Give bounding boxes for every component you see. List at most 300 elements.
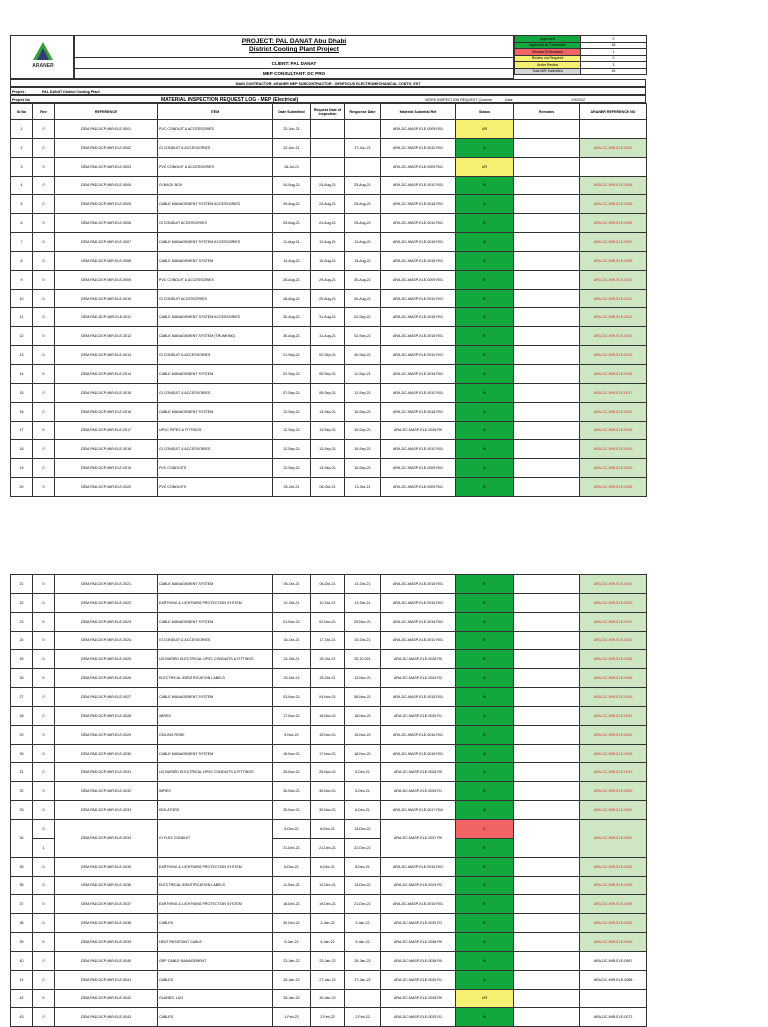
date-submitted-cell: 25-Nov-21 (273, 763, 311, 782)
remarks-cell (514, 819, 580, 857)
request-date-cell: 10-Oct-21 (311, 593, 345, 612)
date-submitted-cell: 12-Sep-21 (273, 440, 311, 459)
sr-no-cell: 20 (11, 478, 33, 497)
date-submitted-cell: 9-Nov-21 (273, 725, 311, 744)
item-cell: CABLE MANAGEMENT SYSTEM (158, 744, 273, 763)
sr-no-cell: 36 (11, 876, 33, 895)
status-badge: C (456, 819, 514, 838)
material-ref-cell: ARA-DC-MASP-ELE-0015 R01 (381, 857, 456, 876)
sr-no-cell: 17 (11, 421, 33, 440)
table-row (11, 346, 647, 365)
rev-cell: 0 (33, 270, 55, 289)
request-date-cell: 30-Nov-21 (311, 801, 345, 820)
table-row (11, 688, 647, 707)
response-date-cell: 13-Dec-21 (345, 819, 381, 838)
item-cell: UG BURIED ELECTRICAL UPVC CONDUITS & FITTINGS (158, 650, 273, 669)
request-date-cell: 27-Jan-22 (311, 970, 345, 989)
response-date-cell: 20-Nov-21 (345, 612, 381, 631)
material-ref-cell: ARA-DC-MASP-ELE-0018 R01 (381, 688, 456, 707)
response-date-cell: 02-Sep-21 (345, 327, 381, 346)
table-row (11, 669, 647, 688)
material-ref-cell: ARA-DC-MASP-ELE-0010 R01 (381, 383, 456, 402)
date-submitted-cell: 30-Aug-21 (273, 327, 311, 346)
column-header: Response Date (345, 104, 381, 120)
rev-cell: 0 (33, 1008, 55, 1027)
araner-ref-cell: ARA-DC-MIR-ELE-0038 (580, 669, 647, 688)
item-cell: GI CONDUIT & ACCESSORIES (158, 440, 273, 459)
request-date-cell: 23-Jan-22 (311, 951, 345, 970)
project-no-line (10, 95, 646, 103)
item-cell: EARTHING & LIGHTNING PROTECTION SYSTEM (158, 593, 273, 612)
remarks-cell (514, 195, 580, 214)
rev-cell: 0 (33, 744, 55, 763)
sr-no-cell: 35 (11, 857, 33, 876)
rev-cell: 0 (33, 782, 55, 801)
response-date-cell: 18-Nov-21 (345, 744, 381, 763)
material-ref-cell: ARA-DC-MASP-ELE-0010 R01 (381, 346, 456, 365)
remarks-cell (514, 933, 580, 952)
response-date-cell: 28-Jan-22 (345, 951, 381, 970)
remarks-cell (514, 308, 580, 327)
reference-cell: GEM-PAD-DCP-MIR-ELE-0019 (55, 459, 158, 478)
table-row (11, 440, 647, 459)
item-cell: HEAT RESISTANT CABLE (158, 933, 273, 952)
remarks-cell (514, 421, 580, 440)
status-badge: B (456, 270, 514, 289)
araner-ref-cell: ARA-DC-MIR-ELE-0007 (580, 233, 647, 252)
material-ref-cell: ARA-DC-MASP-ELE-0025 R1 (381, 706, 456, 725)
response-date-cell: 30-Aug-21 (345, 270, 381, 289)
status-badge: B (456, 346, 514, 365)
summary-value: 0 (581, 36, 647, 43)
item-cell: GI CONDUIT ACCESSORIES (158, 214, 273, 233)
rev-cell: 0 (33, 459, 55, 478)
work-label: WORK INSPECTION REQUEST (Comme (425, 98, 493, 102)
date-submitted-cell: 22-Jun-21 (273, 138, 311, 157)
reference-cell: GEM-PAD-DCP-MIR-ELE-0033 (55, 801, 158, 820)
response-date-cell (345, 989, 381, 1008)
material-ref-cell: ARA-DC-MASP-ELE-0010 R01 (381, 440, 456, 459)
request-date-cell: 2-Feb-22 (311, 1008, 345, 1027)
item-cell: GI BACK BOX (158, 176, 273, 195)
table-row (11, 819, 647, 838)
date-submitted-cell: 09-Aug-21 (273, 195, 311, 214)
reference-cell: GEM-PAD-DCP-MIR-ELE-0017 (55, 421, 158, 440)
remarks-cell (514, 857, 580, 876)
sr-no-cell: 19 (11, 459, 33, 478)
response-date-cell: 20-Oct-21 (345, 631, 381, 650)
item-cell: GI CONDUIT ACCESSORIES (158, 289, 273, 308)
material-ref-cell: ARA-DC-MASP-ELE-0018 R01 (381, 575, 456, 594)
item-cell: GI CONDUIT & ACCESSORIES (158, 383, 273, 402)
request-date-cell: 18-Nov-21 (311, 706, 345, 725)
date-submitted-cell: 18-Dec-21 (273, 895, 311, 914)
material-ref-cell: ARA-DC-MASP-ELE-0018 R01 (381, 327, 456, 346)
status-badge: B (456, 233, 514, 252)
request-date-cell: 24-Aug-21 (311, 176, 345, 195)
summary-value: 3 (581, 62, 647, 69)
rev-cell: 0 (33, 914, 55, 933)
sr-no-cell: 30 (11, 744, 33, 763)
sr-no-cell: 23 (11, 612, 33, 631)
table-row (11, 782, 647, 801)
item-cell: PVC CONDUITS (158, 459, 273, 478)
material-ref-cell: ARA-DC-MASP-ELE-0025 R1 (381, 970, 456, 989)
material-ref-cell: ARA-DC-MASP-ELE-0025 R1 (381, 914, 456, 933)
date-submitted-cell: 24-Oct-21 (273, 650, 311, 669)
remarks-cell (514, 970, 580, 989)
remarks-cell (514, 459, 580, 478)
reference-cell: GEM-PAD-DCP-MIR-ELE-0029 (55, 725, 158, 744)
araner-ref-cell: ARA-DC-MIR-ELE-0016 (580, 364, 647, 383)
request-date-cell: 30-Jan-22 (311, 989, 345, 1008)
table-row (11, 706, 647, 725)
rev-cell: 0 (33, 933, 55, 952)
reference-cell: GEM-PAD-DCP-MIR-ELE-0026 (55, 669, 158, 688)
reference-cell: GEM-PAD-DCP-MIR-ELE-0009 (55, 270, 158, 289)
request-date-cell: 29-Aug-21 (311, 270, 345, 289)
araner-ref-cell: ARA-DC-MIR-ELE-0053 (580, 857, 647, 876)
date-submitted-cell: 5-Dec-21 (273, 819, 311, 838)
project-value: PAL DANAT District Cooling Plant (42, 90, 100, 94)
sr-no-cell: 15 (11, 383, 33, 402)
remarks-cell (514, 402, 580, 421)
araner-ref-cell: ARA-DC-MIR-ELE-0013 (580, 308, 647, 327)
sr-no-cell: 38 (11, 914, 33, 933)
araner-ref-cell: ARA-DC-MIR-ELE-0059 (580, 895, 647, 914)
material-ref-cell: ARA-DC-MASP-ELE-0010 R01 (381, 176, 456, 195)
date-submitted-cell: 09-Aug-21 (273, 214, 311, 233)
araner-ref-cell: ARA-DC-MIR-ELE-0039 (580, 688, 647, 707)
remarks-cell (514, 914, 580, 933)
araner-ref-cell: ARA-DC-MIR-ELE-0044 (580, 744, 647, 763)
item-cell: EARTHING & LIGHTNING PROTECTION SYSTEM (158, 857, 273, 876)
column-header: Remarks (514, 104, 580, 120)
rev-cell: 0 (33, 857, 55, 876)
material-ref-cell: ARA-DC-MASP-ELE-0037 R0 (381, 819, 456, 857)
remarks-cell (514, 176, 580, 195)
araner-ref-cell: ARA-DC-MIR-ELE-0002 (580, 138, 647, 157)
rev-cell: 0 (33, 612, 55, 631)
sr-no-cell: 31 (11, 763, 33, 782)
material-ref-cell: ARA-DC-MASP-ELE-0028 R0 (381, 989, 456, 1008)
sr-no-cell: 4 (11, 176, 33, 195)
response-date-cell: 13-Oct-21 (345, 593, 381, 612)
material-ref-cell: ARA-DC-MASP-ELE-0038 R0 (381, 933, 456, 952)
reference-cell: GEM-PAD-DCP-MIR-ELE-0043 (55, 1008, 158, 1027)
material-ref-cell: ARA-DC-MASP-ELE-0018 R01 (381, 364, 456, 383)
remarks-cell (514, 346, 580, 365)
sr-no-cell: 41 (11, 970, 33, 989)
date-submitted-cell: 30-Dec-21 (273, 914, 311, 933)
status-badge: B (456, 308, 514, 327)
remarks-cell (514, 669, 580, 688)
rev-cell: 0 (33, 214, 55, 233)
date-submitted-cell: 12-Sep-21 (273, 402, 311, 421)
response-date-cell: 13-Aug-21 (345, 233, 381, 252)
column-header-row (11, 104, 647, 120)
date-submitted-cell: 01-Nov-21 (273, 612, 311, 631)
material-ref-cell: ARA-DC-MASP-ELE-0018 R01 (381, 612, 456, 631)
table-row (11, 593, 647, 612)
rev-cell: 0 (33, 688, 55, 707)
status-badge: B (456, 575, 514, 594)
sr-no-cell: 1 (11, 120, 33, 139)
column-header: Request Date of Inspection (311, 104, 345, 120)
sr-no-cell: 18 (11, 440, 33, 459)
project-no-label: Project No (12, 98, 30, 102)
request-date-cell: 13-Sep-21 (311, 440, 345, 459)
sr-no-cell: 24 (11, 631, 33, 650)
status-badge: B (456, 951, 514, 970)
reference-cell: GEM-PAD-DCP-MIR-ELE-0042 (55, 989, 158, 1008)
reference-cell: GEM-PAD-DCP-MIR-ELE-0039 (55, 933, 158, 952)
status-badge: UR (456, 157, 514, 176)
request-date-cell: 13-Sep-21 (311, 459, 345, 478)
request-date-cell: 15-Aug-21 (311, 251, 345, 270)
request-date-cell: 31-Aug-21 (311, 327, 345, 346)
rev-cell: 0 (33, 725, 55, 744)
remarks-cell (514, 251, 580, 270)
remarks-cell (514, 650, 580, 669)
request-date-cell (311, 157, 345, 176)
mir-table-part2 (10, 574, 646, 1027)
response-date-cell: 25-Aug-21 (345, 214, 381, 233)
item-cell: ELECTRICAL IDENTIFICATION LABELS (158, 876, 273, 895)
item-cell: CABLE MANAGEMENT SYSTEM (158, 364, 273, 383)
table-row (11, 364, 647, 383)
item-cell: PVC CONDUIT & ACCESSORIES (158, 157, 273, 176)
reference-cell: GEM-PAD-DCP-MIR-ELE-0025 (55, 650, 158, 669)
material-ref-cell: ARA-DC-MASP-ELE-0018 R01 (381, 308, 456, 327)
remarks-cell (514, 706, 580, 725)
request-date-cell: 12-Dec-21 (311, 876, 345, 895)
project-line (10, 87, 646, 95)
table-row (11, 308, 647, 327)
date-submitted-cell: 28-Jan-22 (273, 989, 311, 1008)
status-badge: B (456, 478, 514, 497)
date-submitted-cell: 26-Jan-22 (273, 970, 311, 989)
response-date-cell: 30-Sep-21 (345, 346, 381, 365)
sr-no-cell: 42 (11, 989, 33, 1008)
status-badge: B (456, 650, 514, 669)
material-ref-cell: ARA-DC-MASP-ELE-0026 R0 (381, 650, 456, 669)
rev-cell: 0 (33, 364, 55, 383)
column-header: ITEM (158, 104, 273, 120)
reference-cell: GEM-PAD-DCP-MIR-ELE-0032 (55, 782, 158, 801)
sr-no-cell: 10 (11, 289, 33, 308)
response-date-cell: 13-Dec-21 (345, 876, 381, 895)
remarks-cell (514, 725, 580, 744)
remarks-cell (514, 383, 580, 402)
request-date-cell: 13-Sep-21 (311, 421, 345, 440)
item-cell: UG BURIED ELECTRICAL UPVC CONDUITS & FITTINGS (158, 763, 273, 782)
araner-ref-cell: ARA-DC-MIR-ELE-0012 (580, 289, 647, 308)
araner-ref-cell: ARA-DC-MIR-ELE-0042 (580, 725, 647, 744)
remarks-cell (514, 688, 580, 707)
status-badge: B (456, 1008, 514, 1027)
reference-cell: GEM-PAD-DCP-MIR-ELE-0001 (55, 120, 158, 139)
araner-ref-cell: ARA-DC-MIR-ELE-0041 (580, 706, 647, 725)
table-row (11, 157, 647, 176)
sr-no-cell: 39 (11, 933, 33, 952)
araner-ref-cell: ARA-DC-MIR-ELE-0054 (580, 876, 647, 895)
remarks-cell (514, 895, 580, 914)
remarks-cell (514, 989, 580, 1008)
sr-no-cell: 27 (11, 688, 33, 707)
status-badge: UR (456, 120, 514, 139)
material-ref-cell: ARA-DC-MASP-ELE-0024 R2 (381, 669, 456, 688)
reference-cell: GEM-PAD-DCP-MIR-ELE-0021 (55, 575, 158, 594)
response-date-cell: 5-Dec-21 (345, 782, 381, 801)
rev-cell: 0 (33, 876, 55, 895)
rev-cell: 0 (33, 195, 55, 214)
araner-ref-cell: ARA-DC-MIR-ELE-0019 (580, 440, 647, 459)
table-row (11, 612, 647, 631)
sr-no-cell: 2 (11, 138, 33, 157)
material-ref-cell: ARA-DC-MASP-ELE-0009 R01 (381, 270, 456, 289)
sr-no-cell: 43 (11, 1008, 33, 1027)
sr-no-cell: 34 (11, 819, 33, 857)
item-cell: CABLE MANAGEMENT SYSTEM ACCESSORIES (158, 195, 273, 214)
status-badge: B (456, 364, 514, 383)
request-date-cell: 02-Sep-21 (311, 346, 345, 365)
reference-cell: GEM-PAD-DCP-MIR-ELE-0022 (55, 593, 158, 612)
table-row (11, 895, 647, 914)
response-date-cell: 15-Sep-21 (345, 459, 381, 478)
request-date-cell: 9-Jan-22 (311, 933, 345, 952)
rev-cell: 0 (33, 593, 55, 612)
araner-ref-cell: ARA-DC-MIR-ELE-0067 (580, 951, 647, 970)
request-date-cell: 6-Dec-21 (311, 819, 345, 838)
remarks-cell (514, 270, 580, 289)
request-date-cell: 06-Oct-21 (311, 575, 345, 594)
remarks-cell (514, 120, 580, 139)
rev-cell: 0 (33, 327, 55, 346)
request-date-cell: 10-Nov-21 (311, 725, 345, 744)
table-row (11, 120, 647, 139)
sr-no-cell: 21 (11, 575, 33, 594)
date-submitted-cell: 05-Oct-21 (273, 478, 311, 497)
item-cell: CABLE MANAGEMENT SYSTEM (158, 688, 273, 707)
sr-no-cell: 26 (11, 669, 33, 688)
rev-cell: 0 (33, 801, 55, 820)
reference-cell: GEM-PAD-DCP-MIR-ELE-0006 (55, 214, 158, 233)
material-ref-cell: ARA-DC-MASP-ELE-0015 R01 (381, 895, 456, 914)
item-cell: CABLE MANAGEMENT SYSTEM (158, 251, 273, 270)
material-ref-cell: ARA-DC-MASP-ELE-0010 R01 (381, 138, 456, 157)
column-header: Status (456, 104, 514, 120)
araner-ref-cell: ARA-DC-MIR-ELE-0068 (580, 970, 647, 989)
item-cell: CEILING ROSE (158, 725, 273, 744)
response-date-cell (345, 157, 381, 176)
summary-value: 0 (581, 55, 647, 62)
column-header: ARANER REFERENCE NO (580, 104, 647, 120)
date-label: Date (505, 98, 513, 102)
request-date-cell: 6-Dec-21 (311, 857, 345, 876)
summary-value: 45 (581, 68, 647, 75)
item-cell: GRP CABLE MANAGEMENT (158, 951, 273, 970)
date-submitted-cell: 28-Aug-21 (273, 289, 311, 308)
date-submitted-cell: 23-Jan-22 (273, 951, 311, 970)
sr-no-cell: 3 (11, 157, 33, 176)
sr-no-cell: 11 (11, 308, 33, 327)
date-submitted-cell: 21-Dec-21 (273, 838, 311, 857)
reference-cell: GEM-PAD-DCP-MIR-ELE-0027 (55, 688, 158, 707)
material-ref-cell: ARA-DC-MASP-ELE-0018 R01 (381, 402, 456, 421)
date-submitted-cell: 07-Sep-21 (273, 383, 311, 402)
rev-cell: 0 (33, 120, 55, 139)
araner-ref-cell: ARA-DC-MIR-ELE-0004 (580, 176, 647, 195)
item-cell: CABLES (158, 970, 273, 989)
araner-ref-cell: ARA-DC-MIR-ELE-0006 (580, 214, 647, 233)
table-row (11, 459, 647, 478)
summary-label: Approved as Comments (515, 42, 581, 49)
araner-ref-cell: ARA-DC-MIR-ELE-0028 (580, 478, 647, 497)
status-badge: B (456, 857, 514, 876)
item-cell: GI FLEX CONDUIT (158, 819, 273, 857)
date-value: 1/9/2022 (571, 98, 585, 102)
reference-cell: GEM-PAD-DCP-MIR-ELE-0023 (55, 612, 158, 631)
reference-cell: GEM-PAD-DCP-MIR-ELE-0024 (55, 631, 158, 650)
table-row (11, 575, 647, 594)
rev-cell: 0 (33, 970, 55, 989)
item-cell: CABLE MANAGEMENT SYSTEM (TRUNKING) (158, 327, 273, 346)
reference-cell: GEM-PAD-DCP-MIR-ELE-0035 (55, 857, 158, 876)
araner-ref-cell: ARA-DC-MIR-ELE-0063 (580, 914, 647, 933)
request-date-cell: 05-Sep-21 (311, 364, 345, 383)
date-submitted-cell: 1-Feb-22 (273, 1008, 311, 1027)
material-ref-cell: ARA-DC-MASP-ELE-0010 R01 (381, 631, 456, 650)
reference-cell: GEM-PAD-DCP-MIR-ELE-0015 (55, 383, 158, 402)
rev-cell: 0 (33, 669, 55, 688)
date-submitted-cell: 17-Nov-21 (273, 706, 311, 725)
response-date-cell: 27-Jan-22 (345, 970, 381, 989)
request-date-cell: 21-Dec-21 (311, 838, 345, 857)
response-date-cell: 13-Oct-21 (345, 478, 381, 497)
request-date-cell: 17-Oct-21 (311, 631, 345, 650)
request-date-cell: 06-Oct-21 (311, 478, 345, 497)
date-submitted-cell: 25-Oct-21 (273, 669, 311, 688)
reference-cell: GEM-PAD-DCP-MIR-ELE-0007 (55, 233, 158, 252)
item-cell: CABLES (158, 1008, 273, 1027)
sr-no-cell: 5 (11, 195, 33, 214)
request-date-cell: 08-Sep-21 (311, 383, 345, 402)
contractor-line: MAIN CONTRACTOR: ARANER MEP SUBCONTRACTOR : GENFOCUS ELECTROMECHANICAL CONTG. EST (10, 79, 646, 87)
response-date-cell: 15-Sep-21 (345, 421, 381, 440)
item-cell: GI CONDUIT & ACCESSORIES (158, 138, 273, 157)
response-date-cell: 25-Aug-21 (345, 195, 381, 214)
rev-cell: 0 (33, 346, 55, 365)
project-label: Project : (12, 90, 27, 94)
date-submitted-cell: 12-Sep-21 (273, 421, 311, 440)
status-badge: B (456, 289, 514, 308)
table-row (11, 989, 647, 1008)
rev-cell: 0 (33, 421, 55, 440)
status-summary (514, 35, 646, 75)
status-badge: B (456, 970, 514, 989)
araner-ref-cell: ARA-DC-MIR-ELE-0037 (580, 612, 647, 631)
reference-cell: GEM-PAD-DCP-MIR-ELE-0014 (55, 364, 158, 383)
material-ref-cell: ARA-DC-MASP-ELE-0018 R01 (381, 744, 456, 763)
rev-cell: 0 (33, 650, 55, 669)
response-date-cell: 11-Sep-21 (345, 364, 381, 383)
material-ref-cell: ARA-DC-MASP-ELE-0009 R01 (381, 478, 456, 497)
reference-cell: GEM-PAD-DCP-MIR-ELE-0012 (55, 327, 158, 346)
rev-cell: 0 (33, 951, 55, 970)
date-submitted-cell: 16-Nov-21 (273, 744, 311, 763)
araner-ref-cell: ARA-DC-MIR-ELE-0008 (580, 251, 647, 270)
